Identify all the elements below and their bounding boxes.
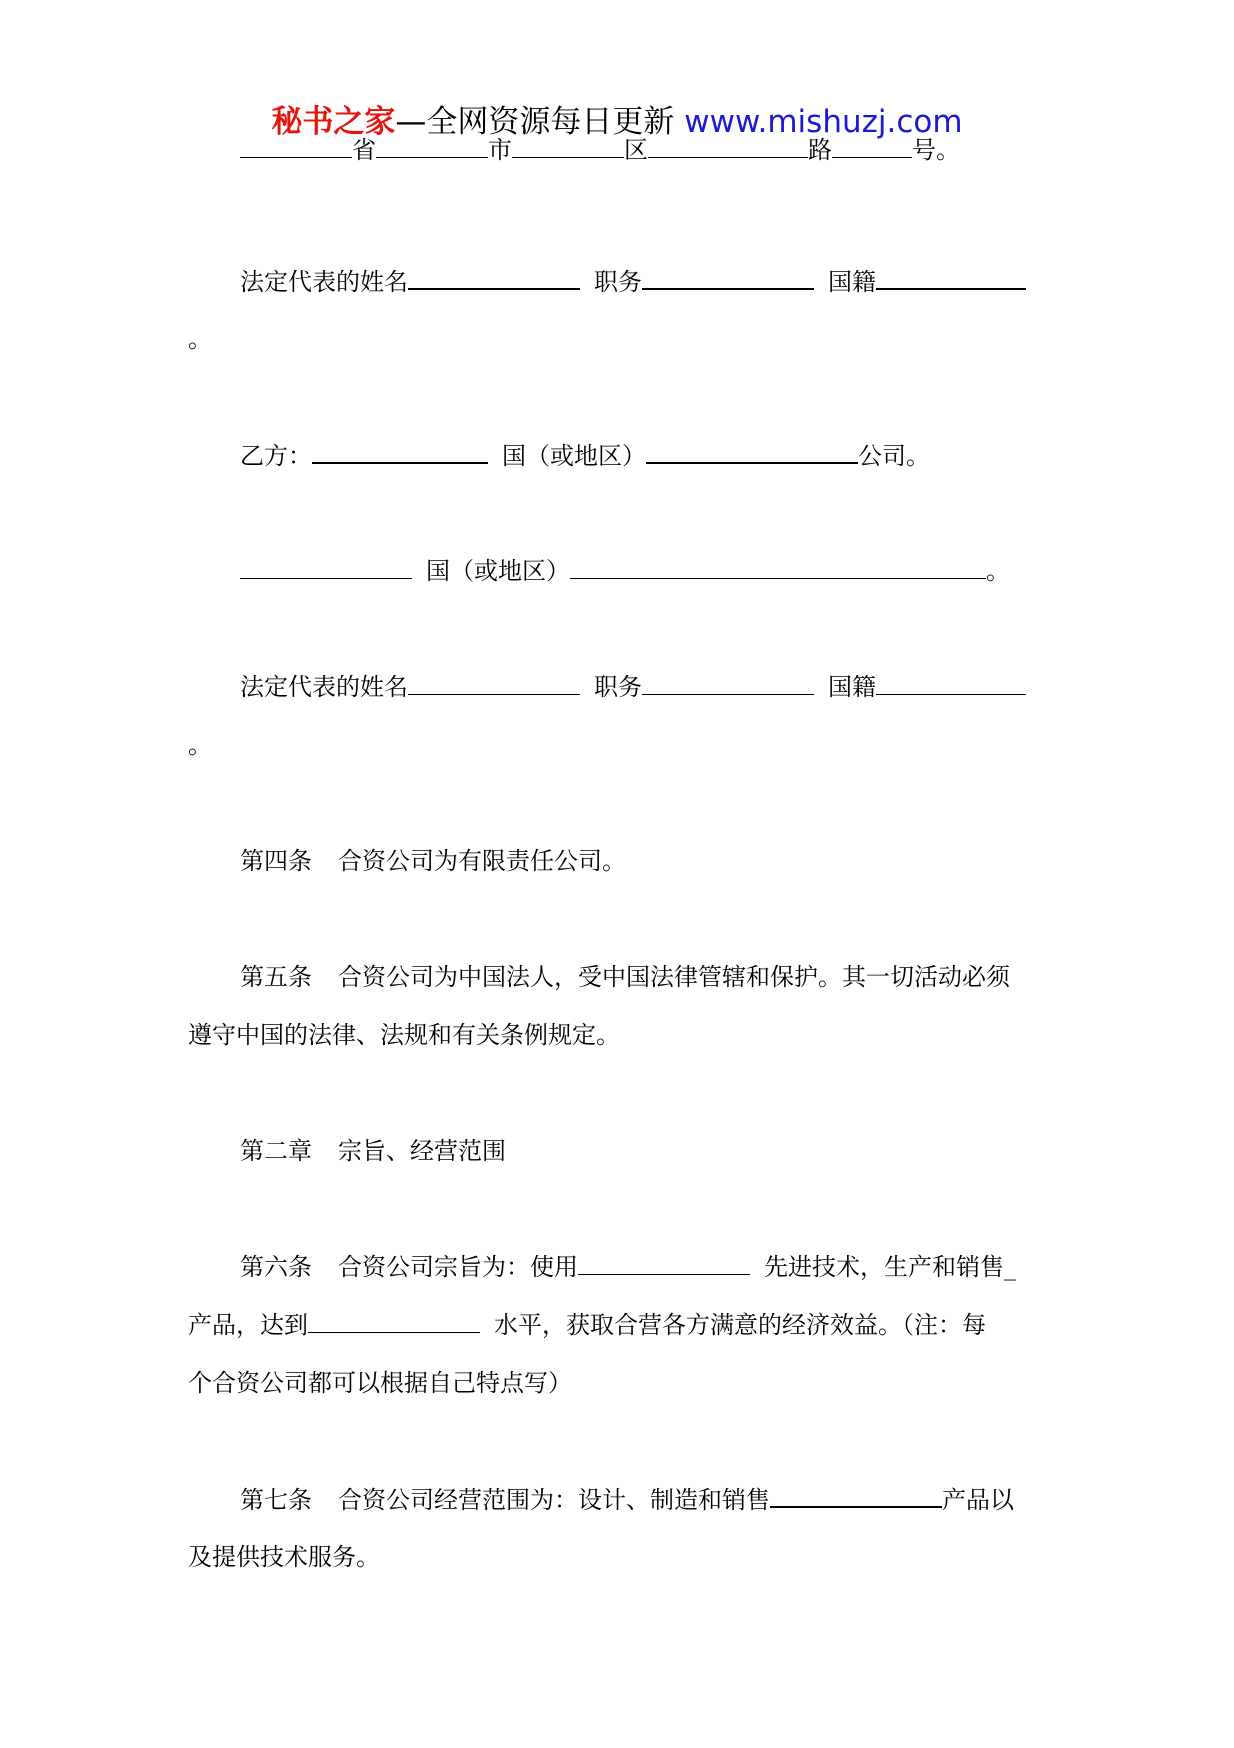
party-b-rep-line [240, 672, 1100, 702]
article-5-line-1 [240, 962, 1100, 992]
province-label: 省 [352, 136, 376, 164]
rep-b-nationality-label: 国籍 [828, 673, 876, 701]
rep-name-label: 法定代表的姓名 [240, 268, 408, 296]
article-6-line-2 [188, 1310, 1048, 1340]
article-6-part-3: 产品，达到 [188, 1311, 308, 1339]
rep-position-label: 职务 [594, 268, 642, 296]
article-6-line-1 [240, 1252, 1100, 1282]
article-6-part-4: 水平，获取合营各方满意的经济效益。（注：每 [494, 1311, 986, 1339]
number-blank [832, 135, 912, 158]
party-b-country-label: 国（或地区） [502, 442, 646, 470]
rep-nationality-label: 国籍 [828, 268, 876, 296]
article-6-part-1: 合资公司宗旨为：使用 [338, 1253, 578, 1281]
chapter-2-num: 第二章 [240, 1137, 312, 1165]
chapter-2-title: 宗旨、经营范围 [338, 1137, 506, 1165]
rep-b-name-label: 法定代表的姓名 [240, 673, 408, 701]
rep-b-name-blank [408, 672, 580, 695]
article-4-num: 第四条 [240, 847, 312, 875]
address-line [240, 135, 1100, 165]
party-b-rep-end: 。 [188, 731, 212, 759]
rep-b-position-label: 职务 [594, 673, 642, 701]
road-blank [648, 135, 808, 158]
province-blank [240, 135, 352, 158]
site-url: www.mishuzj.com [684, 104, 963, 140]
party-b-address-blank-2 [570, 556, 986, 579]
party-a-rep-end: 。 [188, 325, 212, 353]
article-4 [240, 846, 1100, 876]
party-b-label: 乙方： [240, 442, 312, 470]
number-label: 号。 [912, 136, 960, 164]
rep-b-position-blank [642, 672, 814, 695]
article-7-num: 第七条 [240, 1486, 312, 1514]
party-b-blank [312, 440, 488, 464]
article-6-part-2: 先进技术，生产和销售_ [764, 1253, 1016, 1281]
district-label: 区 [624, 136, 648, 164]
article-6-level-blank [308, 1310, 480, 1333]
rep-b-nationality-blank [876, 672, 1026, 695]
header-tagline: 全网资源每日更新 [426, 104, 675, 140]
road-label: 路 [808, 136, 832, 164]
city-label: 市 [488, 136, 512, 164]
rep-name-blank [408, 266, 580, 290]
party-b-address-country-label: 国（或地区） [426, 557, 570, 585]
article-5-text-1: 合资公司为中国法人，受中国法律管辖和保护。其一切活动必须 [338, 963, 1010, 991]
party-b-address-blank-1 [240, 556, 412, 579]
party-b-address-end: 。 [986, 557, 1010, 585]
site-brand: 秘书之家 [271, 104, 396, 140]
article-7-line-1 [240, 1484, 1100, 1515]
article-6-tech-blank [578, 1252, 750, 1275]
article-5-line-2: 遵守中国的法律、法规和有关条例规定。 [188, 1021, 620, 1049]
party-b-address-line [240, 556, 1100, 586]
chapter-2-heading [240, 1136, 1100, 1166]
party-b-country-blank [646, 440, 858, 464]
party-a-rep-line [240, 266, 1100, 297]
article-5-num: 第五条 [240, 963, 312, 991]
rep-position-blank [642, 266, 814, 290]
article-4-text: 合资公司为有限责任公司。 [338, 847, 626, 875]
article-7-product-blank [770, 1484, 942, 1508]
article-7-part-1: 合资公司经营范围为：设计、制造和销售 [338, 1486, 770, 1514]
district-blank [512, 135, 624, 158]
rep-nationality-blank [876, 266, 1026, 290]
party-b-company-suffix: 公司。 [858, 442, 930, 470]
article-7-part-2: 产品以 [942, 1486, 1014, 1514]
city-blank [376, 135, 488, 158]
article-6-num: 第六条 [240, 1253, 312, 1281]
party-b-line [240, 440, 1100, 471]
article-6-line-3: 个合资公司都可以根据自己特点写） [188, 1369, 572, 1397]
article-7-line-2: 及提供技术服务。 [188, 1543, 380, 1571]
header-dash: — [395, 104, 427, 140]
